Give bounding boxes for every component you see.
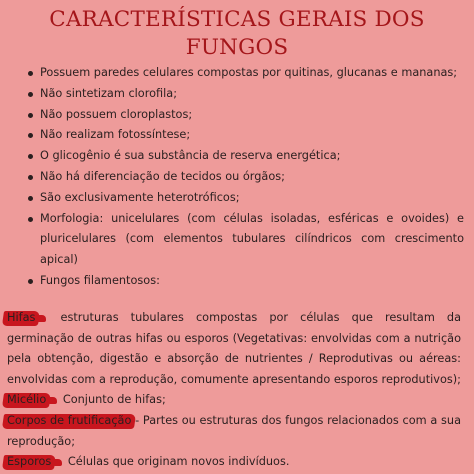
title-line-1: CARACTERÍSTICAS GERAIS DOS (49, 7, 425, 32)
dash-icon (47, 397, 57, 404)
bullet-dot-icon (28, 196, 33, 201)
list-item (10, 84, 464, 105)
bullet-dot-icon (28, 71, 33, 76)
term-highlight: Corpos de frutificação (7, 411, 131, 432)
dash-icon (52, 459, 62, 466)
term-highlight: Micélio (7, 390, 46, 411)
list-item (10, 209, 464, 271)
definition-text: Células que originam novos indivíduos. (64, 455, 290, 469)
list-item (10, 105, 464, 126)
definitions (7, 308, 461, 473)
bullet-dot-icon (28, 113, 33, 118)
list-item (10, 63, 464, 84)
definition-hifas (7, 308, 461, 390)
title-line-2: FUNGOS (185, 35, 289, 60)
list-item (10, 271, 464, 292)
list-item-text: Não possuem cloroplastos; (40, 107, 193, 121)
definition-text: Conjunto de hifas; (59, 393, 166, 407)
definition-text: estruturas tubulares compostas por células que resultam da germinação de outras hifas ou esporos (Vegetativas: envolvidas com a nutrição pela obtenção, digestão e absorção de nutrientes / Reprodutivas ou aéreas: envolvidas com a reprodução, comumente apresentando esporos reprodutivos); (7, 311, 461, 386)
definition-esporos (7, 452, 461, 473)
bullet-dot-icon (28, 175, 33, 180)
definition-text: - Partes ou estruturas dos fungos relacionados com a sua reprodução; (7, 413, 461, 448)
page-title (0, 6, 474, 62)
bullet-dot-icon (28, 217, 33, 222)
bullet-dot-icon (28, 92, 33, 97)
bullet-dot-icon (28, 279, 33, 284)
list-item-text: Fungos filamentosos: (40, 273, 160, 287)
term-highlight: Esporos (7, 452, 51, 473)
list-item (10, 188, 464, 209)
list-item-text: Morfologia: unicelulares (com células isoladas, esféricas e ovoides) e pluricelulares (com elementos tubulares cilíndricos com crescimento apical) (40, 211, 464, 267)
list-item-text: Não realizam fotossíntese; (40, 128, 191, 142)
list-item-text: Não há diferenciação de tecidos ou órgãos; (40, 169, 285, 183)
definition-corpos (7, 411, 461, 452)
list-item (10, 125, 464, 146)
term-highlight: Hifas (7, 308, 35, 329)
dash-icon (36, 315, 46, 322)
bullet-dot-icon (28, 154, 33, 159)
characteristics-list (10, 63, 464, 292)
bullet-dot-icon (28, 133, 33, 138)
list-item-text: Não sintetizam clorofila; (40, 86, 178, 100)
list-item (10, 146, 464, 167)
definition-micelio (7, 390, 461, 411)
list-item-text: Possuem paredes celulares compostas por quitinas, glucanas e mananas; (40, 66, 458, 79)
list-item-text: O glicogênio é sua substância de reserva energética; (40, 149, 341, 163)
list-item-text: São exclusivamente heterotróficos; (40, 190, 240, 204)
list-item (10, 167, 464, 188)
